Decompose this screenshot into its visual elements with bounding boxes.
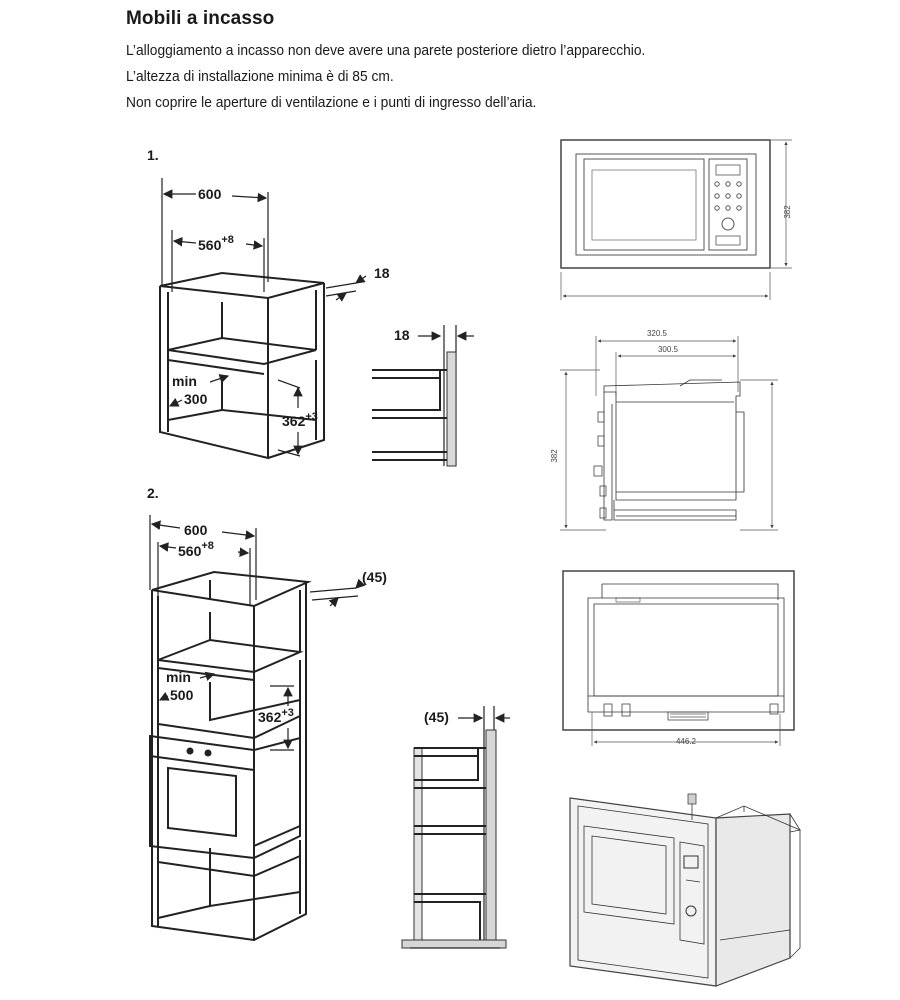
installed-unit-perspective [570,794,800,986]
fig1-width-label: 600 [198,186,222,202]
figure-1-cabinet [147,147,474,466]
fig1-wall-thickness-label: 18 [394,327,410,343]
side-height-label: 382 [550,449,559,463]
fig2-inner-width-label: $560^{+8}$ [178,540,214,559]
side-depth-inner-label: 300.5 [657,345,679,354]
instruction-line-3: Non coprire le aperture di ventilazione e i punti di ingresso dell’aria. [126,94,537,111]
section-title: Mobili a incasso [126,8,275,29]
fig1-min-depth-label: 300 [184,391,208,407]
fig2-height-label: $362^{+3}$ [258,707,294,725]
instruction-line-2: L’altezza di installazione minima è di 85 cm. [126,68,394,85]
front-height-label: 382 [783,205,792,219]
top-width-label: 446.2 [675,737,697,746]
fig2-min-depth-label: 500 [170,687,194,703]
fig2-width-label: 600 [184,522,208,538]
fig2-wall-gap-label: (45) [424,709,449,725]
side-view-drawing [550,329,778,530]
fig1-height-label: $362^{+3}$ [282,411,318,429]
fig2-min-label: min [166,669,191,685]
fig2-back-gap-label: (45) [362,569,387,585]
fig1-inner-width-label: $560^{+8}$ [198,234,234,253]
step-1-label: 1. [147,147,159,163]
fig1-side-thickness-label: 18 [374,265,390,281]
step-2-label: 2. [147,485,159,501]
front-view-drawing [561,140,792,300]
fig1-min-label: min [172,373,197,389]
side-depth-outer-label: 320.5 [646,329,668,338]
instruction-line-1: L’alloggiamento a incasso non deve avere una parete posteriore dietro l’apparecchio. [126,42,646,59]
figure-2-tall-cabinet [147,485,510,948]
top-view-drawing [563,571,794,746]
